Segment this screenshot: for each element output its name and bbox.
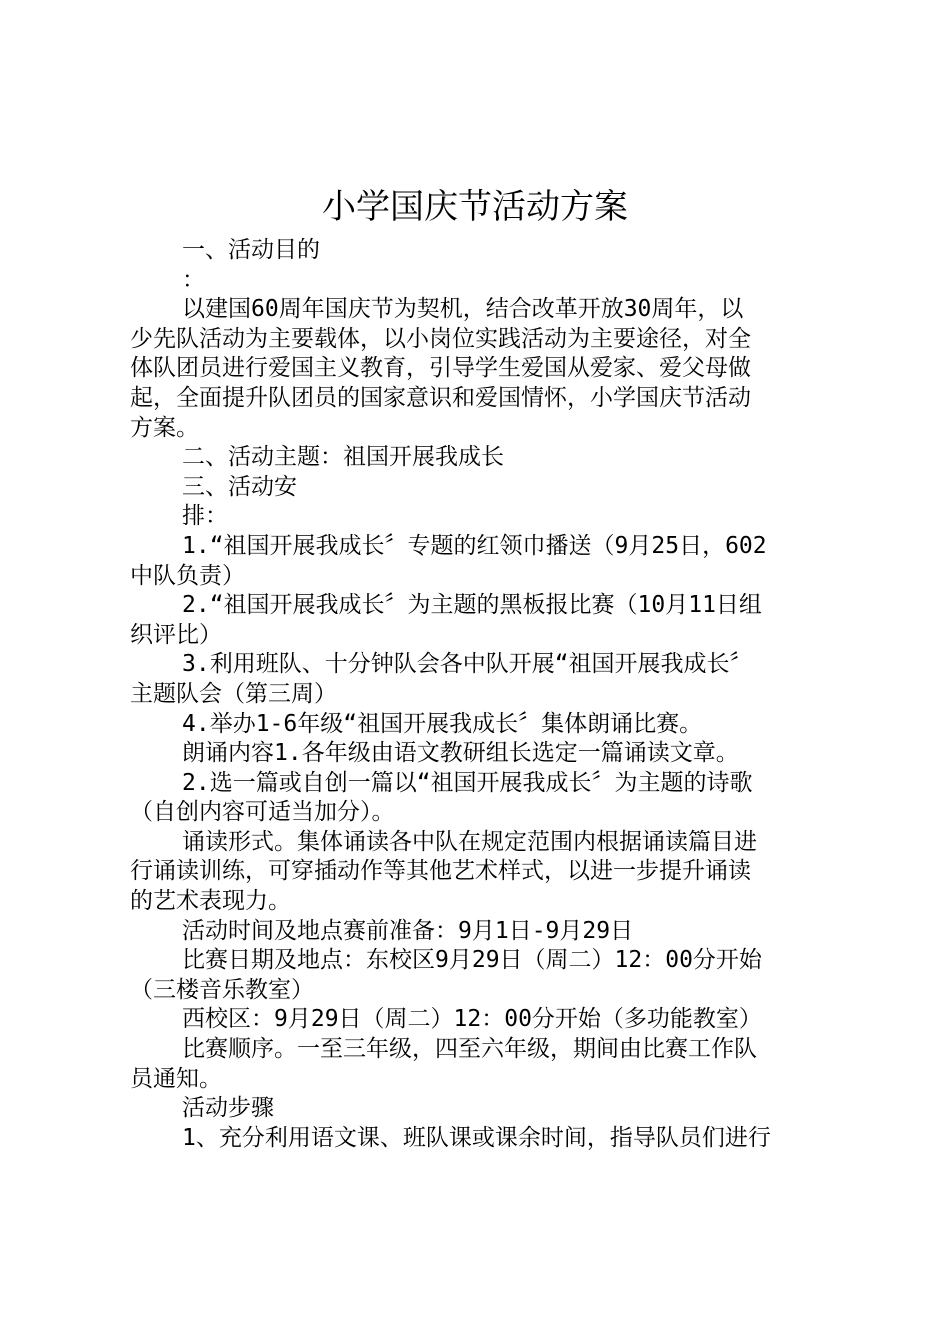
text-line: 4.举办1-6年级“祖国开展我成长〞集体朗诵比赛。 — [182, 710, 703, 737]
text-line: 员通知。 — [130, 1065, 222, 1092]
text-line: 活动时间及地点赛前准备：9月1日-9月29日 — [182, 917, 634, 944]
text-line: 2.选一篇或自创一篇以“祖国开展我成长〞为主题的诗歌 — [182, 769, 753, 796]
text-line: 以建国60周年国庆节为契机，结合改革开放30周年，以 — [182, 296, 744, 323]
text-line: 诵读形式。集体诵读各中队在规定范围内根据诵读篇目进 — [182, 828, 757, 855]
text-line: 活动步骤 — [182, 1095, 274, 1122]
text-line: 少先队活动为主要载体，以小岗位实践活动为主要途径，对全 — [130, 325, 751, 352]
text-line: 1、充分利用语文课、班队课或课余时间，指导队员们进行 — [182, 1124, 771, 1151]
document-title: 小学国庆节活动方案 — [322, 187, 628, 227]
text-line: ： — [182, 266, 205, 293]
text-line: 方案。 — [130, 414, 199, 441]
text-line: 朗诵内容1.各年级由语文教研组长选定一篇诵读文章。 — [182, 740, 739, 767]
text-line: 行诵读训练，可穿插动作等其他艺术样式，以进一步提升诵读 — [130, 858, 751, 885]
text-line: 起，全面提升队团员的国家意识和爱国情怀，小学国庆节活动 — [130, 384, 751, 411]
text-line: 排： — [182, 503, 228, 530]
text-line: 二、活动主题：祖国开展我成长 — [182, 444, 504, 471]
text-line: 中队负责） — [130, 562, 245, 589]
text-line: （自创内容可适当加分）。 — [130, 799, 395, 826]
text-line: 西校区：9月29日（周二）12：00分开始（多功能教室） — [182, 1006, 762, 1033]
text-line: 1.“祖国开展我成长〞专题的红领巾播送（9月25日，602 — [182, 532, 767, 559]
text-line: 主题队会（第三周） — [130, 680, 337, 707]
text-line: 体队团员进行爱国主义教育，引导学生爱国从爱家、爱父母做 — [130, 355, 751, 382]
text-line: 3.利用班队、十分钟队会各中队开展“祖国开展我成长〞 — [182, 651, 753, 678]
document-body — [130, 236, 832, 1153]
text-line: 2.“祖国开展我成长〞为主题的黑板报比赛（10月11日组 — [182, 592, 762, 619]
text-line: 一、活动目的 — [182, 237, 320, 263]
text-line: 三、活动安 — [182, 473, 297, 500]
text-line: 的艺术表现力。 — [130, 888, 291, 915]
text-line: 比赛日期及地点：东校区9月29日（周二）12：00分开始 — [182, 947, 762, 974]
text-line: 比赛顺序。一至三年级，四至六年级，期间由比赛工作队 — [182, 1036, 757, 1063]
text-line: 织评比） — [130, 621, 222, 648]
text-line: （三楼音乐教室） — [130, 976, 314, 1003]
